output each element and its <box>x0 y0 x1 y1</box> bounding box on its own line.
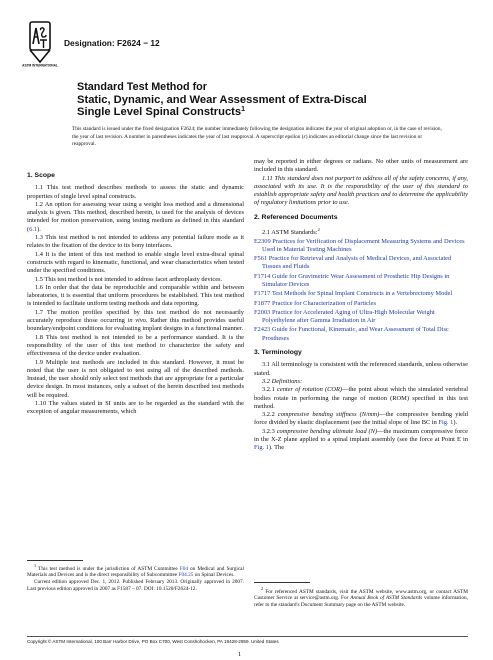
title-footnote-mark: 1 <box>241 106 246 113</box>
section-heading-terminology: 3. Terminology <box>254 349 302 357</box>
paragraph-1-6: 1.6 In order that the data be reproducible and comparable within and between laboratories, it is essential that uniform procedures be established. This test method is intended to facilitate uniform testing methods and data reporting. <box>27 283 244 308</box>
paragraph-1-8: 1.8 This test method is not intended to be a performance standard. It is the responsibility of the user of this test method to characterize the safety and effectiveness of the device under evaluation. <box>27 333 244 358</box>
footnote-2: $^2$ For referenced ASTM standards, visit the ASTM website, www.astm.org, or contact ASTM Customer Service at service@astm.org. For Annual Book of ASTM Standards volume information, refer to the standard's Document Summary page on the ASTM website. <box>254 586 469 609</box>
title-line-2: Static, Dynamic, and Wear Assessment of Extra-Discal <box>77 93 367 106</box>
paragraph-1-10: 1.10 The values stated in SI units are to be regarded as the standard with the exception of angular measurements, which <box>27 400 244 416</box>
figure-link[interactable]: Fig. 1 <box>254 444 269 452</box>
paragraph-1-1: 1.1 This test method describes methods to assess the static and dynamic properties of single level spinal constructs. <box>27 184 244 200</box>
paragraph-1-10-continued: may be reported in either degrees or radians. No other units of measurement are included in this standard. <box>254 158 468 174</box>
section-link[interactable]: 6.1 <box>29 225 38 233</box>
logo-text: ASTM INTERNATIONAL <box>22 63 58 68</box>
section-heading-referenced-documents: 2. Referenced Documents <box>254 213 338 221</box>
reference-item[interactable]: F1877 Practice for Characterization of Particles <box>254 299 376 307</box>
reference-item[interactable]: F2003 Practice for Accelerated Aging of Ultra-High Molecular Weight Polyethylene after Gamma Irradiation in Air <box>254 308 435 325</box>
reference-list <box>254 238 468 344</box>
paragraph-1-11: 1.11 This standard does not purport to address all of the safety concerns, if any, associated with its use. It is the responsibility of the user of this standard to establish appropriate safety and health practices and to determine the applicability of regulatory limitations prior to use. <box>254 174 468 207</box>
reference-item[interactable]: F1714 Guide for Gravimetric Wear Assessment of Prosthetic Hip Designs in Simulator Devices <box>254 272 450 288</box>
paragraph-1-4: 1.4 It is the intent of this test method to enable single level extra-discal spinal constructs with regard to kinematic, functional, and wear characteristics when tested under the specified conditions. <box>27 250 244 275</box>
paragraph-1-2: 1.2 An option for assessing wear using a weight loss method and a dimensional analysis is given. This method, described herein, is used for the analysis of devices intended for motion preservation, using testing medium as defined in this standard (6.1). <box>27 200 244 233</box>
footnote-divider <box>27 560 83 561</box>
paragraph-1-5: 1.5 This test method is not intended to address facet arthroplasty devices. <box>35 275 223 283</box>
designation: Designation: F2624 − 12 <box>64 38 160 48</box>
left-column <box>27 169 244 417</box>
reference-item[interactable]: F2423 Guide for Functional, Kinematic, and Wear Assessment of Total Disc Prostheses <box>254 326 449 342</box>
astm-logo <box>22 22 58 68</box>
reference-item[interactable]: F1717 Test Methods for Spinal Implant Constructs in a Vertebrectomy Model <box>254 290 453 298</box>
title-line-1: Standard Test Method for <box>77 81 207 93</box>
paragraph-3-2-3: 3.2.3 compressive bending ultimate load (N)—the maximum compressive force in the X-Z plane applied to a spinal implant assembly (see the force at Point E in Fig. 1). The <box>254 427 468 452</box>
paragraph-2-1: 2.1 ASTM Standards:$^2$ <box>262 227 320 237</box>
paragraph-3-2-1: 3.2.1 center of rotation (COR)—the point about which the simulated vertebral bodies rotate in performing the range of motion (ROM) specified in this test method. <box>254 386 468 410</box>
footnote-1: $^1$ This test method is under the jurisdiction of ASTM Committee F04 on Medical and Surgical Materials and Devices and is the direct responsibility of Subcommittee F04.25 on Spinal Devices. Current edition approved Dec. 1, 2012. Published February 2013. Originally approved in 2007. Last previous edition approved in 2007 as F1587 – 07. DOI: 10.1520/F2624-12. <box>27 563 244 592</box>
title-line-3: Single Level Spinal Constructs$^1$ <box>77 106 246 118</box>
figure-link[interactable]: Fig. 1 <box>438 419 454 427</box>
standard-note: This standard is issued under the fixed designation F2624; the number immediately following the designation indicates the year of original adoption or, in the case of revision, the year of last revision. A number in parentheses indicates the year of last reapproval. A superscript epsilon (ε) indicates an editorial change since the last revision or reapproval. <box>72 126 442 147</box>
paragraph-3-2: 3.2 Definitions: <box>262 377 303 385</box>
footer-divider <box>27 636 468 637</box>
paragraph-1-3: 1.3 This test method is not intended to address any potential failure mode as it relates to the fixation of the device to its bony interfaces. <box>27 234 244 250</box>
paragraph-1-9: 1.9 Multiple test methods are included in this standard. However, it must be noted that the user is not obligated to test using all of the described methods. Instead, the user should only select test methods that are appropriate for a particular device design. In most instances, only a subset of the herein described test methods will be required. <box>27 358 244 399</box>
document-title <box>77 81 417 119</box>
copyright-notice: Copyright © ASTM International, 100 Barr Harbor Drive, PO Box C700, West Conshohocken, PA 19428-2959. United States <box>27 639 279 644</box>
right-column <box>254 158 468 453</box>
footnote-divider <box>254 582 310 583</box>
paragraph-3-1: 3.1 All terminology is consistent with the referenced standards, unless otherwise stated. <box>254 361 468 377</box>
committee-link[interactable]: F04 <box>179 565 188 572</box>
reference-item[interactable]: E2309 Practices for Verification of Displacement Measuring Systems and Devices Used in Material Testing Machines <box>254 237 465 253</box>
section-heading-scope: 1. Scope <box>27 172 55 179</box>
reference-item[interactable]: F561 Practice for Retrieval and Analysis of Medical Devices, and Associated Tissues and Fluids <box>254 255 452 271</box>
paragraph-3-2-2: 3.2.2 compressive bending stiffness (N/mm)—the compressive bending yield force divided by elastic displacement (see the initial slope of line BC in Fig. 1). <box>254 411 468 427</box>
paragraph-1-7: 1.7 The motion profiles specified by this test method do not necessarily accurately reproduce those occurring in vivo. Rather this method provides useful boundary/endpoint conditions for evaluating implant designs in a functional manner. <box>27 308 244 333</box>
page-number: 1 <box>238 651 242 658</box>
subcommittee-link[interactable]: F04.25 <box>178 572 194 579</box>
